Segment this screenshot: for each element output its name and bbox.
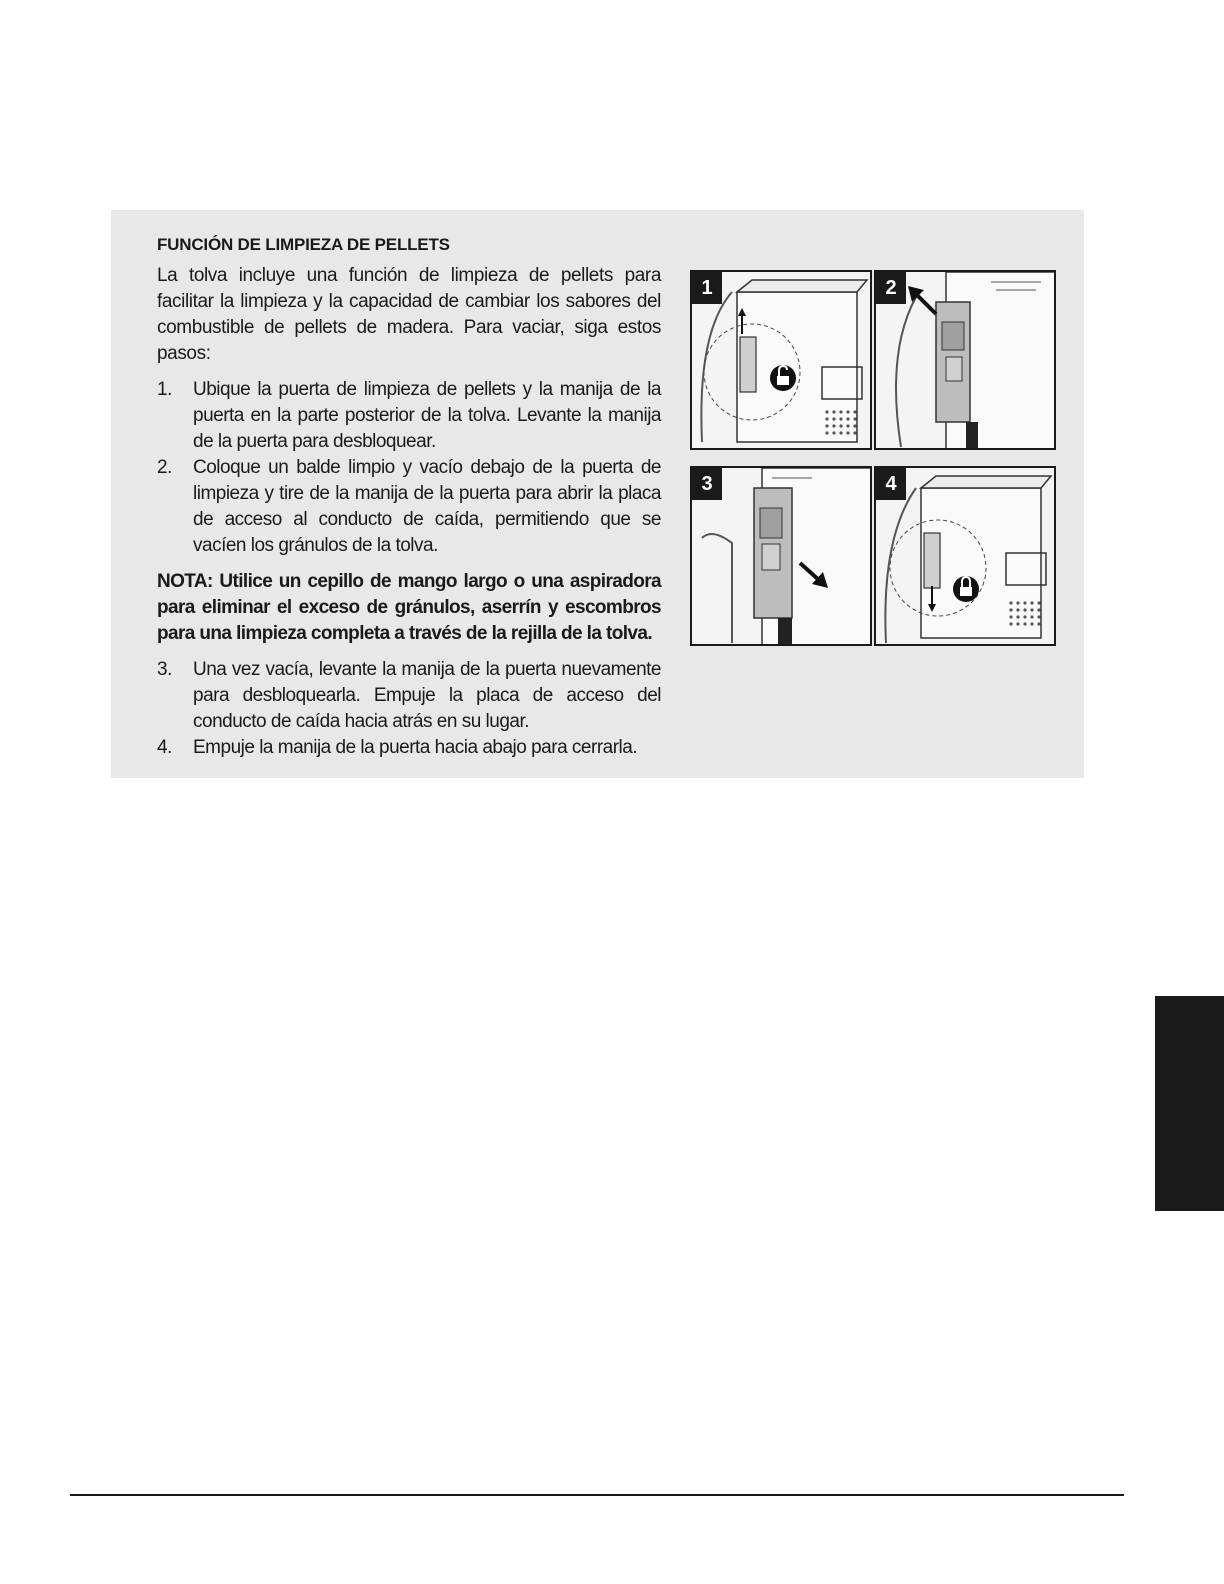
step-number: 3. — [157, 659, 172, 680]
step-badge: 2 — [876, 272, 906, 304]
note-paragraph: NOTA: Utilice un cepillo de mango largo o una aspiradora para eliminar el exceso de gránulos, aserrín y escombros para una limpieza completa a través de la rejilla de la tolva. — [157, 571, 661, 644]
step-number: 4. — [157, 737, 172, 758]
step-text: Coloque un balde limpio y vacío debajo de la puerta de limpieza y tire de la manija de la puerta para abrir la placa de acceso al conducto de caída, permitiendo que se vacíen los gránulos de la tolva. — [193, 457, 661, 556]
section-heading: FUNCIÓN DE LIMPIEZA DE PELLETS — [157, 235, 450, 254]
intro-paragraph: La tolva incluye una función de limpieza de pellets para facilitar la limpieza y la capacidad de cambiar los sabores del combustible de pellets de madera. Para vaciar, siga estos pasos: — [157, 265, 661, 364]
illustration-panel-4 — [874, 466, 1056, 646]
illustration-panel-3 — [690, 466, 872, 646]
step-badge: 3 — [692, 468, 722, 500]
hopper-illustration-grid — [690, 270, 1060, 647]
illustration-panel-2 — [874, 270, 1056, 450]
illustration-panel-1 — [690, 270, 872, 450]
footer-divider — [70, 1494, 1124, 1496]
step-text: Ubique la puerta de limpieza de pellets y la manija de la puerta en la parte posterior de la tolva. Levante la manija de la puerta para desbloquear. — [193, 379, 661, 452]
step-badge: 1 — [692, 272, 722, 304]
step-badge: 4 — [876, 468, 906, 500]
list-item — [157, 377, 661, 455]
step-number: 1. — [157, 379, 172, 400]
step-text: Una vez vacía, levante la manija de la puerta nuevamente para desbloquearla. Empuje la placa de acceso del conducto de caída hacia atrás en su lugar. — [193, 659, 661, 732]
steps-list-a — [157, 377, 661, 559]
steps-list-b — [157, 657, 661, 761]
step-number: 2. — [157, 457, 172, 478]
list-item — [157, 455, 661, 559]
instructions — [157, 235, 661, 761]
step-text: Empuje la manija de la puerta hacia abajo para cerrarla. — [193, 737, 638, 758]
info-panel — [111, 210, 1084, 778]
list-item — [157, 735, 661, 761]
section-side-tab — [1155, 996, 1224, 1211]
list-item — [157, 657, 661, 735]
